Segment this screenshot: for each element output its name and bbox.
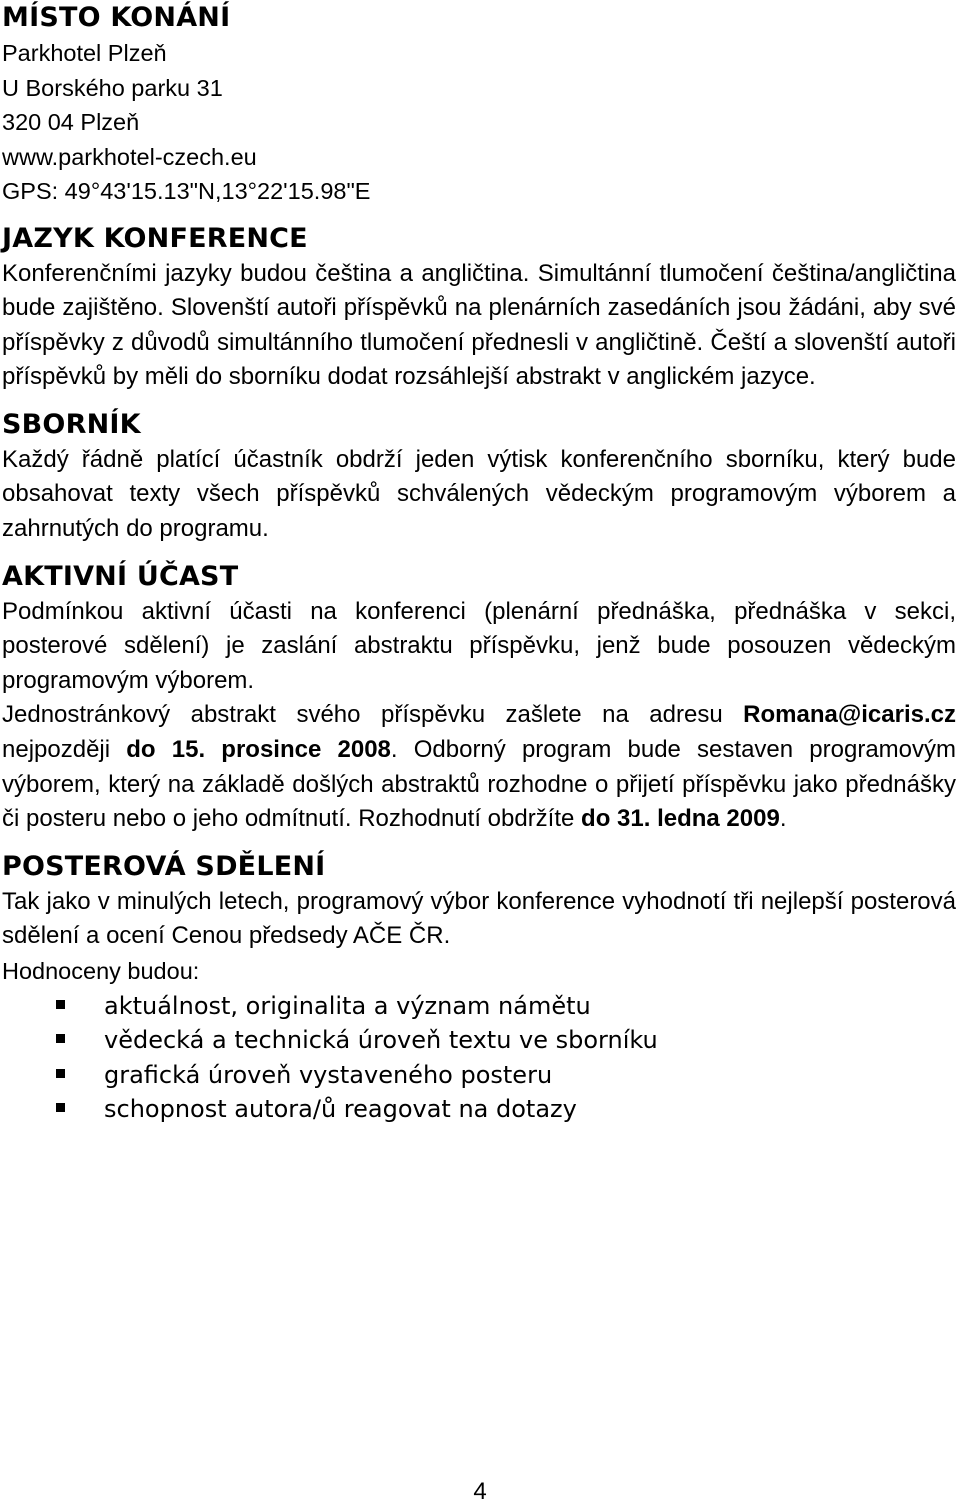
document-page: [2, 0, 956, 1127]
proceedings-section: [2, 407, 956, 547]
venue-gps: GPS: 49°43'15.13"N,13°22'15.98"E: [2, 178, 371, 204]
bullet-square-icon: [56, 1034, 65, 1043]
submission-text-b: nejpozději: [2, 736, 127, 764]
contact-email: Romana@icaris.cz: [743, 701, 956, 729]
abstract-submission-paragraph: [2, 698, 956, 836]
venue-section: [2, 0, 956, 209]
page-number: 4: [473, 1478, 487, 1505]
bullet-square-icon: [56, 1069, 65, 1078]
language-heading: JAZYK KONFERENCE: [2, 222, 308, 254]
list-item: [2, 989, 956, 1024]
list-item: [2, 1092, 956, 1127]
evaluation-criteria-list: [2, 989, 956, 1127]
list-item: [2, 1058, 956, 1093]
submission-text-a: Jednostránkový abstrakt svého příspěvku zašlete na adresu: [2, 701, 744, 729]
submission-text-c: . Odborný program bude sestaven programovým výborem, který na základě došlých abstraktů rozhodne o přijetí příspěvku jako přednášky či posteru nebo o jeho odmítnutí. Rozhodnutí obdržíte: [2, 736, 956, 833]
criterion-label: vědecká a technická úroveň textu ve sborníku: [104, 1026, 658, 1054]
evaluation-intro: Hodnoceny budou:: [2, 958, 200, 984]
poster-heading: POSTEROVÁ SDĚLENÍ: [2, 850, 326, 882]
proceedings-heading: SBORNÍK: [2, 408, 141, 440]
venue-street: U Borského parku 31: [2, 74, 223, 101]
language-paragraph: Konferenčními jazyky budou čeština a angličtina. Simultánní tlumočení čeština/angličtina bude zajištěno. Slovenští autoři příspěvků na plenárních zasedáních jsou žádáni, aby své příspěvky z důvodů simultánního tlumočení přednesli v angličtině. Čeští a slovenští autoři příspěvků by měli do sborníku dodat rozsáhlejší abstrakt v anglickém jazyce.: [2, 259, 956, 391]
venue-heading: MÍSTO KONÁNÍ: [2, 2, 231, 33]
poster-section: [2, 849, 956, 1127]
language-section: [2, 221, 956, 395]
poster-paragraph: Tak jako v minulých letech, programový výbor konference vyhodnotí tři nejlepší posterová sdělení a ocení Cenou předsedy AČE ČR.: [2, 887, 956, 950]
venue-name: Parkhotel Plzeň: [2, 40, 167, 66]
active-participation-heading: AKTIVNÍ ÚČAST: [2, 560, 239, 592]
bullet-square-icon: [56, 1000, 65, 1009]
criterion-label: schopnost autora/ů reagovat na dotazy: [104, 1095, 577, 1123]
criterion-label: grafická úroveň vystaveného posteru: [104, 1060, 553, 1089]
list-item: [2, 1023, 956, 1058]
criterion-label: aktuálnost, originalita a význam námětu: [104, 991, 591, 1020]
submission-deadline: do 15. prosince 2008: [126, 736, 391, 764]
venue-website: www.parkhotel-czech.eu: [2, 143, 257, 170]
proceedings-paragraph: Každý řádně platící účastník obdrží jeden výtisk konferenčního sborníku, který bude obsahovat texty všech příspěvků schválených vědeckým programovým výborem a zahrnutých do programu.: [2, 445, 956, 543]
decision-date: do 31. ledna 2009: [581, 805, 780, 833]
active-participation-section: [2, 559, 956, 837]
active-participation-paragraph: Podmínkou aktivní účasti na konferenci (plenární přednáška, přednáška v sekci, posterové sdělení) je zaslání abstraktu příspěvku, jenž bude posouzen vědeckým programovým výborem.: [2, 597, 956, 694]
venue-city: 320 04 Plzeň: [2, 109, 140, 135]
submission-text-d: .: [779, 805, 787, 833]
bullet-square-icon: [56, 1103, 65, 1112]
